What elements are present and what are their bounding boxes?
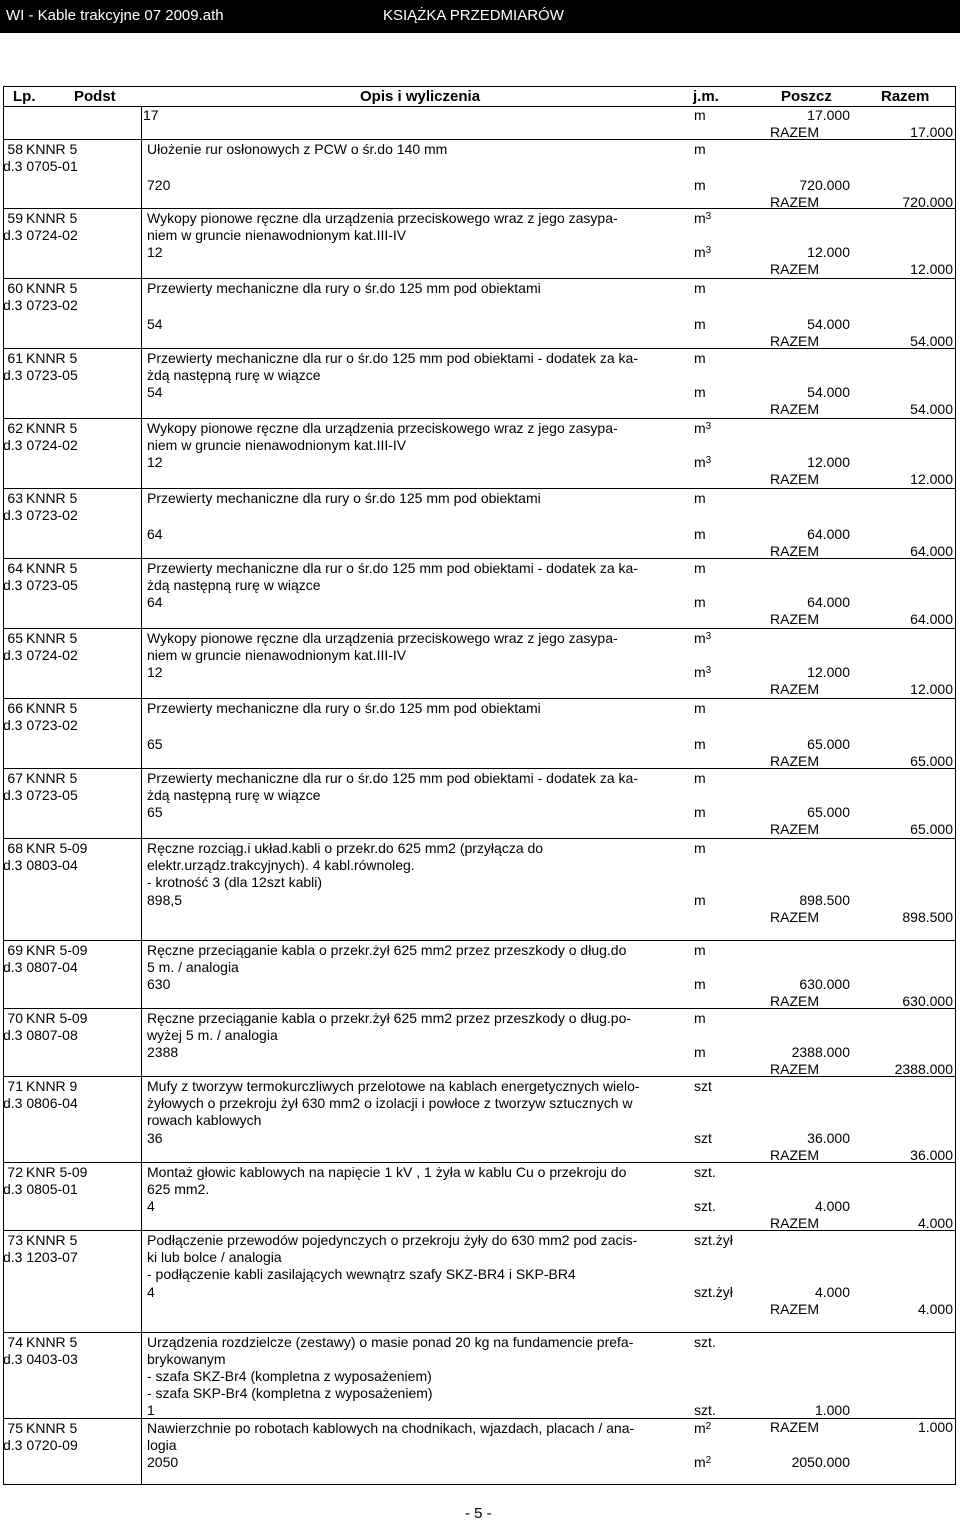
row-description-line: żdą następną rurę w wiązce <box>147 577 321 593</box>
row-separator <box>3 139 956 140</box>
row-podst-item: d.3 0724-02 <box>3 437 78 453</box>
row-podst-catalog: KNNR 9 <box>26 1078 78 1094</box>
row-podst-catalog: KNNR 5 <box>26 350 78 366</box>
row-calc-expression: 12 <box>147 454 163 470</box>
row-calc-unit: $m^2$ <box>694 1454 712 1470</box>
row-separator <box>3 488 956 489</box>
row-description-line: 625 mm2. <box>147 1181 210 1197</box>
row-calc-unit: m <box>694 976 706 992</box>
row-calc-value: 898.500 <box>799 892 850 908</box>
row-podst-catalog: KNR 5-09 <box>26 942 88 958</box>
carry-value: 17.000 <box>807 107 850 123</box>
row-unit: m <box>694 280 706 296</box>
row-description-line: - podłączenie kabli zasilających wewnątrz szafy SKZ-BR4 i SKP-BR4 <box>147 1266 576 1282</box>
row-calc-unit: $m^3$ <box>694 244 712 260</box>
row-calc-unit: m <box>694 526 706 542</box>
row-razem-label: RAZEM <box>770 194 819 210</box>
row-razem-label: RAZEM <box>770 543 819 559</box>
row-description-line: elektr.urządz.trakcyjnych). 4 kabl.równoleg. <box>147 857 415 873</box>
row-podst-item: d.3 0724-02 <box>3 647 78 663</box>
row-calc-value: 1.000 <box>814 1402 850 1418</box>
header-podst: Podst <box>74 88 116 105</box>
header-opis: Opis i wyliczenia <box>360 88 481 105</box>
row-calc-expression: 64 <box>147 526 163 542</box>
row-description-line: żyłowych o przekroju żył 630 mm2 o izolacji i powłoce z tworzyw sztucznych w <box>147 1095 633 1111</box>
row-unit: m <box>694 700 706 716</box>
row-description-line: Nawierzchnie po robotach kablowych na chodnikach, wjazdach, placach / ana- <box>147 1420 635 1436</box>
row-podst-catalog: KNNR 5 <box>26 700 78 716</box>
row-calc-unit: $m^3$ <box>694 664 712 680</box>
row-calc-unit: $m^3$ <box>694 454 712 470</box>
row-calc-value: 54.000 <box>807 384 850 400</box>
row-podst-catalog: KNR 5-09 <box>26 840 88 856</box>
row-number: 69 <box>7 942 23 958</box>
row-separator <box>3 348 956 349</box>
row-separator <box>3 628 956 629</box>
row-razem-value: 4.000 <box>917 1215 953 1231</box>
row-calc-expression: 1 <box>147 1402 155 1418</box>
row-calc-unit: m <box>694 736 706 752</box>
row-number: 74 <box>7 1334 23 1350</box>
row-podst-catalog: KNNR 5 <box>26 560 78 576</box>
row-calc-value: 12.000 <box>807 664 850 680</box>
row-unit: $m^3$ <box>694 420 712 436</box>
row-calc-value: 54.000 <box>807 316 850 332</box>
row-separator <box>3 940 956 941</box>
row-separator <box>3 418 956 419</box>
row-razem-label: RAZEM <box>770 1215 819 1231</box>
row-calc-unit: m <box>694 594 706 610</box>
document-title: WI - Kable trakcyjne 07 2009.ath <box>6 7 224 24</box>
row-calc-value: 720.000 <box>799 177 850 193</box>
row-calc-unit: szt.żył <box>694 1284 733 1300</box>
row-number: 61 <box>7 350 23 366</box>
row-calc-value: 2388.000 <box>791 1044 850 1060</box>
row-podst-item: d.3 0805-01 <box>3 1181 78 1197</box>
row-podst-item: d.3 0807-04 <box>3 959 78 975</box>
row-description-line: Przewierty mechaniczne dla rury o śr.do 125 mm pod obiektami <box>147 700 541 716</box>
row-description-line: Przewierty mechaniczne dla rur o śr.do 125 mm pod obiektami - dodatek za ka- <box>147 770 639 786</box>
row-podst-catalog: KNNR 5 <box>26 1420 78 1436</box>
carry-razem-value: 17.000 <box>910 124 953 140</box>
row-podst-catalog: KNR 5-09 <box>26 1164 88 1180</box>
row-number: 65 <box>7 630 23 646</box>
row-unit: m <box>694 560 706 576</box>
row-razem-value: 36.000 <box>910 1147 953 1163</box>
row-calc-expression: 54 <box>147 316 163 332</box>
row-podst-catalog: KNNR 5 <box>26 141 78 157</box>
row-calc-expression: 720 <box>147 177 171 193</box>
row-description-line: niem w gruncie nienawodnionym kat.III-IV <box>147 647 407 663</box>
row-podst-catalog: KNNR 5 <box>26 280 78 296</box>
row-description-line: niem w gruncie nienawodnionym kat.III-IV <box>147 437 407 453</box>
row-description-line: - szafa SKP-Br4 (kompletna z wyposażeniem) <box>147 1385 433 1401</box>
report-title: KSIĄŻKA PRZEDMIARÓW <box>383 7 564 24</box>
app-title-bar <box>0 0 960 33</box>
row-podst-catalog: KNNR 5 <box>26 420 78 436</box>
row-description-line: Przewierty mechaniczne dla rury o śr.do 125 mm pod obiektami <box>147 490 541 506</box>
row-unit: szt.żył <box>694 1232 733 1248</box>
row-description-line: logia <box>147 1437 177 1453</box>
row-separator <box>3 768 956 769</box>
row-description-line: Mufy z tworzyw termokurczliwych przelotowe na kablach energetycznych wielo- <box>147 1078 640 1094</box>
row-calc-unit: m <box>694 1044 706 1060</box>
row-podst-item: d.3 0724-02 <box>3 227 78 243</box>
row-number: 68 <box>7 840 23 856</box>
row-calc-expression: 4 <box>147 1198 155 1214</box>
row-separator <box>3 1230 956 1231</box>
header-jm: j.m. <box>693 88 719 105</box>
row-razem-label: RAZEM <box>770 471 819 487</box>
row-podst-catalog: KNNR 5 <box>26 1334 78 1350</box>
row-razem-label: RAZEM <box>770 333 819 349</box>
row-description-line: ki lub bolce / analogia <box>147 1249 282 1265</box>
row-number: 72 <box>7 1164 23 1180</box>
row-razem-label: RAZEM <box>770 1061 819 1077</box>
header-poszcz: Poszcz <box>781 88 832 105</box>
row-podst-item: d.3 0723-02 <box>3 297 78 313</box>
row-calc-unit: m <box>694 804 706 820</box>
row-description-line: niem w gruncie nienawodnionym kat.III-IV <box>147 227 407 243</box>
row-razem-value: 720.000 <box>902 194 953 210</box>
row-calc-expression: 65 <box>147 736 163 752</box>
row-razem-value: 54.000 <box>910 333 953 349</box>
row-calc-expression: 2050 <box>147 1454 179 1470</box>
row-description-line: Wykopy pionowe ręczne dla urządzenia przeciskowego wraz z jego zasypa- <box>147 210 618 226</box>
row-razem-value: 1.000 <box>917 1419 953 1435</box>
row-podst-item: d.3 1203-07 <box>3 1249 78 1265</box>
row-calc-expression: 630 <box>147 976 171 992</box>
row-calc-value: 12.000 <box>807 244 850 260</box>
row-razem-value: 12.000 <box>910 681 953 697</box>
row-podst-catalog: KNR 5-09 <box>26 1010 88 1026</box>
row-razem-label: RAZEM <box>770 909 819 925</box>
row-razem-label: RAZEM <box>770 681 819 697</box>
row-calc-value: 630.000 <box>799 976 850 992</box>
row-description-line: wyżej 5 m. / analogia <box>147 1027 278 1043</box>
header-razem: Razem <box>881 88 930 105</box>
row-razem-value: 65.000 <box>910 753 953 769</box>
row-calc-value: 65.000 <box>807 736 850 752</box>
row-razem-label: RAZEM <box>770 401 819 417</box>
row-razem-value: 2388.000 <box>894 1061 953 1077</box>
row-calc-expression: 54 <box>147 384 163 400</box>
row-calc-value: 2050.000 <box>791 1454 850 1470</box>
header-lp: Lp. <box>13 88 36 105</box>
row-calc-value: 12.000 <box>807 454 850 470</box>
row-calc-value: 36.000 <box>807 1130 850 1146</box>
row-number: 59 <box>7 210 23 226</box>
row-razem-value: 65.000 <box>910 821 953 837</box>
row-podst-catalog: KNNR 5 <box>26 210 78 226</box>
page-number: - 5 - <box>465 1505 492 1522</box>
row-separator <box>3 698 956 699</box>
row-razem-label: RAZEM <box>770 1147 819 1163</box>
row-podst-item: d.3 0723-05 <box>3 367 78 383</box>
row-calc-unit: m <box>694 384 706 400</box>
row-calc-unit: m <box>694 177 706 193</box>
row-unit: m <box>694 1010 706 1026</box>
row-description-line: - szafa SKZ-Br4 (kompletna z wyposażeniem) <box>147 1368 432 1384</box>
row-unit: $m^3$ <box>694 210 712 226</box>
row-separator <box>3 1332 956 1333</box>
przedmiar-table <box>3 107 956 1485</box>
row-razem-label: RAZEM <box>770 993 819 1009</box>
row-description-line: Wykopy pionowe ręczne dla urządzenia przeciskowego wraz z jego zasypa- <box>147 420 618 436</box>
row-podst-item: d.3 0723-05 <box>3 787 78 803</box>
row-description-line: Ręczne przeciąganie kabla o przekr.żył 625 mm2 przez przeszkody o dług.po- <box>147 1010 632 1026</box>
row-description-line: Ręczne rozciąg.i układ.kabli o przekr.do 625 mm2 (przyłącza do <box>147 840 544 856</box>
row-razem-label: RAZEM <box>770 1301 819 1317</box>
row-unit: $m^3$ <box>694 630 712 646</box>
row-number: 60 <box>7 280 23 296</box>
row-separator <box>3 558 956 559</box>
row-unit: m <box>694 770 706 786</box>
row-calc-value: 65.000 <box>807 804 850 820</box>
row-razem-value: 630.000 <box>902 993 953 1009</box>
row-unit: m <box>694 942 706 958</box>
row-number: 66 <box>7 700 23 716</box>
row-separator <box>3 208 956 209</box>
row-separator <box>3 1008 956 1009</box>
row-unit: szt <box>694 1078 712 1094</box>
row-podst-catalog: KNNR 5 <box>26 630 78 646</box>
carry-line: 17 <box>143 107 159 123</box>
row-calc-expression: 12 <box>147 244 163 260</box>
row-calc-value: 4.000 <box>814 1284 850 1300</box>
row-separator <box>3 838 956 839</box>
carry-razem-label: RAZEM <box>770 124 819 140</box>
row-description-line: - krotność 3 (dla 12szt kabli) <box>147 874 323 890</box>
row-calc-unit: m <box>694 892 706 908</box>
row-razem-value: 12.000 <box>910 261 953 277</box>
row-description-line: Podłączenie przewodów pojedynczych o przekroju żyły do 630 mm2 pod zacis- <box>147 1232 638 1248</box>
row-description-line: Przewierty mechaniczne dla rur o śr.do 125 mm pod obiektami - dodatek za ka- <box>147 350 639 366</box>
row-description-line: żdą następną rurę w wiązce <box>147 787 321 803</box>
row-razem-value: 64.000 <box>910 611 953 627</box>
row-description-line: rowach kablowych <box>147 1112 262 1128</box>
row-number: 62 <box>7 420 23 436</box>
row-separator <box>3 1162 956 1163</box>
row-razem-label: RAZEM <box>770 821 819 837</box>
row-podst-item: d.3 0723-02 <box>3 507 78 523</box>
row-calc-expression: 2388 <box>147 1044 179 1060</box>
row-calc-unit: szt <box>694 1130 712 1146</box>
row-description-line: Urządzenia rozdzielcze (zestawy) o masie ponad 20 kg na fundamencie prefa- <box>147 1334 634 1350</box>
row-description-line: brykowanym <box>147 1351 226 1367</box>
row-separator <box>3 1418 956 1419</box>
row-unit: m <box>694 141 706 157</box>
row-razem-value: 12.000 <box>910 471 953 487</box>
row-calc-expression: 64 <box>147 594 163 610</box>
row-razem-value: 64.000 <box>910 543 953 559</box>
row-description-line: Wykopy pionowe ręczne dla urządzenia przeciskowego wraz z jego zasypa- <box>147 630 618 646</box>
row-calc-expression: 12 <box>147 664 163 680</box>
row-calc-unit: szt. <box>694 1198 716 1214</box>
row-podst-item: d.3 0803-04 <box>3 857 78 873</box>
row-calc-value: 4.000 <box>814 1198 850 1214</box>
row-razem-label: RAZEM <box>770 611 819 627</box>
row-calc-unit: m <box>694 316 706 332</box>
row-number: 73 <box>7 1232 23 1248</box>
row-description-line: żdą następną rurę w wiązce <box>147 367 321 383</box>
row-unit: m <box>694 350 706 366</box>
row-number: 75 <box>7 1420 23 1436</box>
row-number: 67 <box>7 770 23 786</box>
row-description-line: Ułożenie rur osłonowych z PCW o śr.do 140 mm <box>147 141 448 157</box>
row-podst-catalog: KNNR 5 <box>26 490 78 506</box>
row-razem-label: RAZEM <box>770 753 819 769</box>
row-unit: szt. <box>694 1334 716 1350</box>
row-unit: m <box>694 490 706 506</box>
row-calc-expression: 4 <box>147 1284 155 1300</box>
row-description-line: Przewierty mechaniczne dla rur o śr.do 125 mm pod obiektami - dodatek za ka- <box>147 560 639 576</box>
table-header <box>3 86 956 107</box>
row-separator <box>3 1076 956 1077</box>
row-description-line: Montaż głowic kablowych na napięcie 1 kV , 1 żyła w kablu Cu o przekroju do <box>147 1164 627 1180</box>
row-number: 70 <box>7 1010 23 1026</box>
row-razem-value: 54.000 <box>910 401 953 417</box>
row-calc-value: 64.000 <box>807 526 850 542</box>
row-razem-label: RAZEM <box>770 261 819 277</box>
row-calc-value: 64.000 <box>807 594 850 610</box>
row-unit: m <box>694 840 706 856</box>
row-number: 58 <box>7 141 23 157</box>
row-unit: szt. <box>694 1164 716 1180</box>
row-calc-expression: 65 <box>147 804 163 820</box>
row-razem-value: 898.500 <box>902 909 953 925</box>
row-podst-item: d.3 0723-05 <box>3 577 78 593</box>
carry-unit: m <box>694 107 706 123</box>
row-podst-item: d.3 0720-09 <box>3 1437 78 1453</box>
row-description-line: 5 m. / analogia <box>147 959 239 975</box>
row-calc-unit: szt. <box>694 1402 716 1418</box>
row-calc-expression: 898,5 <box>147 892 183 908</box>
row-razem-value: 4.000 <box>917 1301 953 1317</box>
row-calc-expression: 36 <box>147 1130 163 1146</box>
row-description-line: Przewierty mechaniczne dla rury o śr.do 125 mm pod obiektami <box>147 280 541 296</box>
row-number: 71 <box>7 1078 23 1094</box>
row-number: 64 <box>7 560 23 576</box>
row-separator <box>3 278 956 279</box>
row-unit: $m^2$ <box>694 1420 712 1436</box>
row-podst-item: d.3 0806-04 <box>3 1095 78 1111</box>
row-podst-item: d.3 0807-08 <box>3 1027 78 1043</box>
row-podst-catalog: KNNR 5 <box>26 770 78 786</box>
row-podst-item: d.3 0723-02 <box>3 717 78 733</box>
row-description-line: Ręczne przeciąganie kabla o przekr.żył 625 mm2 przez przeszkody o dług.do <box>147 942 627 958</box>
row-podst-catalog: KNNR 5 <box>26 1232 78 1248</box>
row-number: 63 <box>7 490 23 506</box>
row-razem-label: RAZEM <box>770 1419 819 1435</box>
row-podst-item: d.3 0705-01 <box>3 158 78 174</box>
row-podst-item: d.3 0403-03 <box>3 1351 78 1367</box>
